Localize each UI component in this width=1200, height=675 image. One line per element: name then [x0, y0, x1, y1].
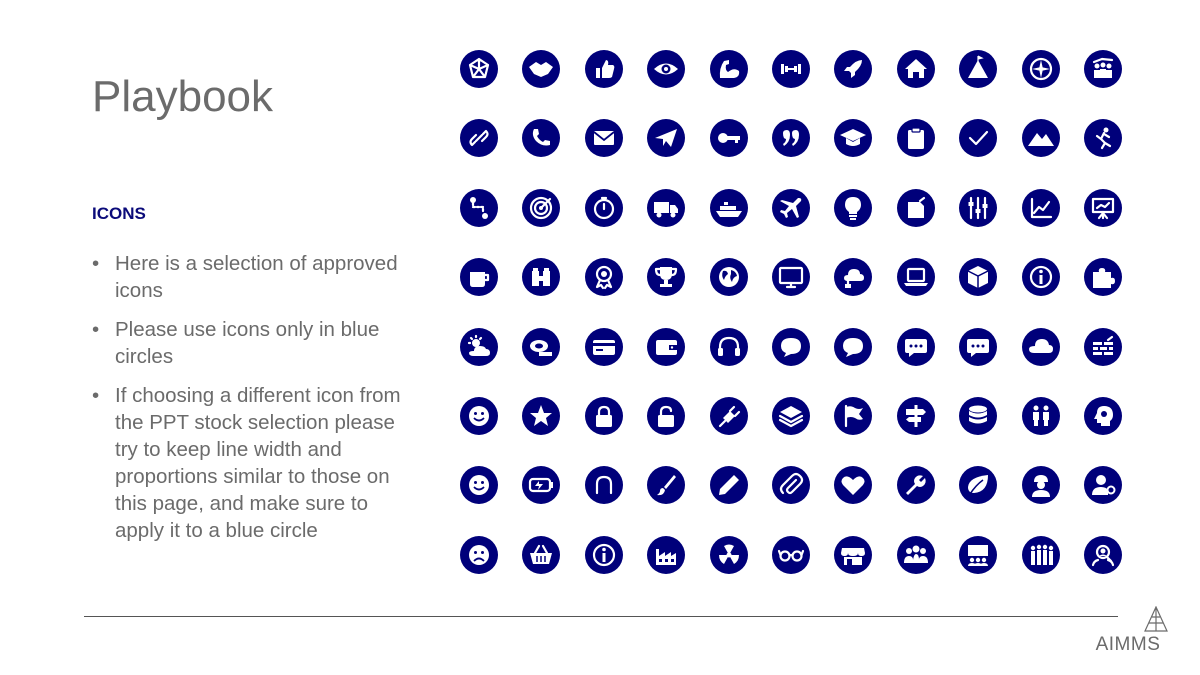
- user-search-icon: [1084, 536, 1122, 574]
- dumbbell-icon: [772, 50, 810, 88]
- envelope-icon: [585, 119, 623, 157]
- layers-icon: [772, 397, 810, 435]
- cloud-network-icon: [834, 258, 872, 296]
- clipboard-icon: [897, 119, 935, 157]
- puzzle-icon: [1084, 258, 1122, 296]
- graduation-cap-icon: [834, 119, 872, 157]
- monitor-icon: [772, 258, 810, 296]
- sliders-icon: [959, 189, 997, 227]
- magnet-icon: [585, 466, 623, 504]
- flexed-arm-icon: [710, 50, 748, 88]
- brick-wall-icon: [1084, 328, 1122, 366]
- sad-face-icon: [460, 536, 498, 574]
- heart-icon: [834, 466, 872, 504]
- factory-icon: [647, 536, 685, 574]
- group-icon: [897, 536, 935, 574]
- wrench-icon: [897, 466, 935, 504]
- airplane-icon: [772, 189, 810, 227]
- truck-icon: [647, 189, 685, 227]
- star-icon: [522, 397, 560, 435]
- speech-bubble-icon: [834, 328, 872, 366]
- info-icon: [1022, 258, 1060, 296]
- page-title: Playbook: [92, 72, 274, 121]
- paint-brush-icon: [647, 466, 685, 504]
- cloud-icon: [1022, 328, 1060, 366]
- padlock-open-icon: [647, 397, 685, 435]
- globe-icon: [710, 258, 748, 296]
- user-settings-icon: [1084, 466, 1122, 504]
- handshake-icon: [522, 50, 560, 88]
- coffee-mug-icon: [460, 258, 498, 296]
- mountain-peak-icon: [959, 50, 997, 88]
- target-icon: [522, 189, 560, 227]
- smiley-icon: [460, 466, 498, 504]
- house-icon: [897, 50, 935, 88]
- bullet-item: • Please use icons only in blue circles: [92, 316, 422, 370]
- fuel-can-icon: [897, 189, 935, 227]
- speech-bubble-icon: [772, 328, 810, 366]
- checkmark-icon: [959, 119, 997, 157]
- chat-dots-icon: [959, 328, 997, 366]
- bullet-list: [92, 250, 422, 556]
- package-box-icon: [959, 258, 997, 296]
- route-icon: [460, 189, 498, 227]
- credit-card-icon: [585, 328, 623, 366]
- aimms-logo: [1086, 606, 1170, 658]
- database-icon: [959, 397, 997, 435]
- laptop-icon: [897, 258, 935, 296]
- bullet-item: • Here is a selection of approved icons: [92, 250, 422, 304]
- rocket-icon: [834, 50, 872, 88]
- radiation-icon: [710, 536, 748, 574]
- eye-icon: [647, 50, 685, 88]
- worker-icon: [1022, 466, 1060, 504]
- bullet-item: • If choosing a different icon from the PPT stock selection please try to keep line width and proportions similar to those on this page, and make sure to apply it to a blue circle: [92, 382, 422, 544]
- line-chart-icon: [1022, 189, 1060, 227]
- spider-web-icon: [460, 50, 498, 88]
- head-gears-icon: [1084, 397, 1122, 435]
- padlock-closed-icon: [585, 397, 623, 435]
- glasses-icon: [772, 536, 810, 574]
- compass-icon: [1022, 50, 1060, 88]
- meeting-board-icon: [959, 536, 997, 574]
- signpost-icon: [897, 397, 935, 435]
- headphones-icon: [710, 328, 748, 366]
- stopwatch-icon: [585, 189, 623, 227]
- pencil-icon: [710, 466, 748, 504]
- icon-grid: [460, 50, 1116, 574]
- logo-text: AIMMS: [1095, 634, 1161, 655]
- climber-icon: [1084, 119, 1122, 157]
- tape-measure-icon: [522, 328, 560, 366]
- footer-divider: [84, 616, 1118, 617]
- key-icon: [710, 119, 748, 157]
- battery-icon: [522, 466, 560, 504]
- leaf-icon: [959, 466, 997, 504]
- paper-clip-icon: [772, 466, 810, 504]
- wallet-icon: [647, 328, 685, 366]
- shopping-basket-icon: [522, 536, 560, 574]
- mountains-icon: [1022, 119, 1060, 157]
- binoculars-icon: [522, 258, 560, 296]
- flag-icon: [834, 397, 872, 435]
- cargo-ship-icon: [710, 189, 748, 227]
- storefront-icon: [834, 536, 872, 574]
- chain-link-icon: [460, 119, 498, 157]
- crowd-icon: [1022, 536, 1060, 574]
- quote-icon: [772, 119, 810, 157]
- presentation-board-icon: [1084, 189, 1122, 227]
- trophy-icon: [647, 258, 685, 296]
- phone-icon: [522, 119, 560, 157]
- thumbs-up-icon: [585, 50, 623, 88]
- award-ribbon-icon: [585, 258, 623, 296]
- sun-cloud-icon: [460, 328, 498, 366]
- team-growth-icon: [1084, 50, 1122, 88]
- light-bulb-icon: [834, 189, 872, 227]
- section-heading: ICONS: [92, 204, 146, 223]
- info-icon: [585, 536, 623, 574]
- plug-icon: [710, 397, 748, 435]
- people-icon: [1022, 397, 1060, 435]
- smiley-icon: [460, 397, 498, 435]
- chat-dots-icon: [897, 328, 935, 366]
- paper-plane-icon: [647, 119, 685, 157]
- aimms-logo-mark-icon: [1144, 606, 1168, 632]
